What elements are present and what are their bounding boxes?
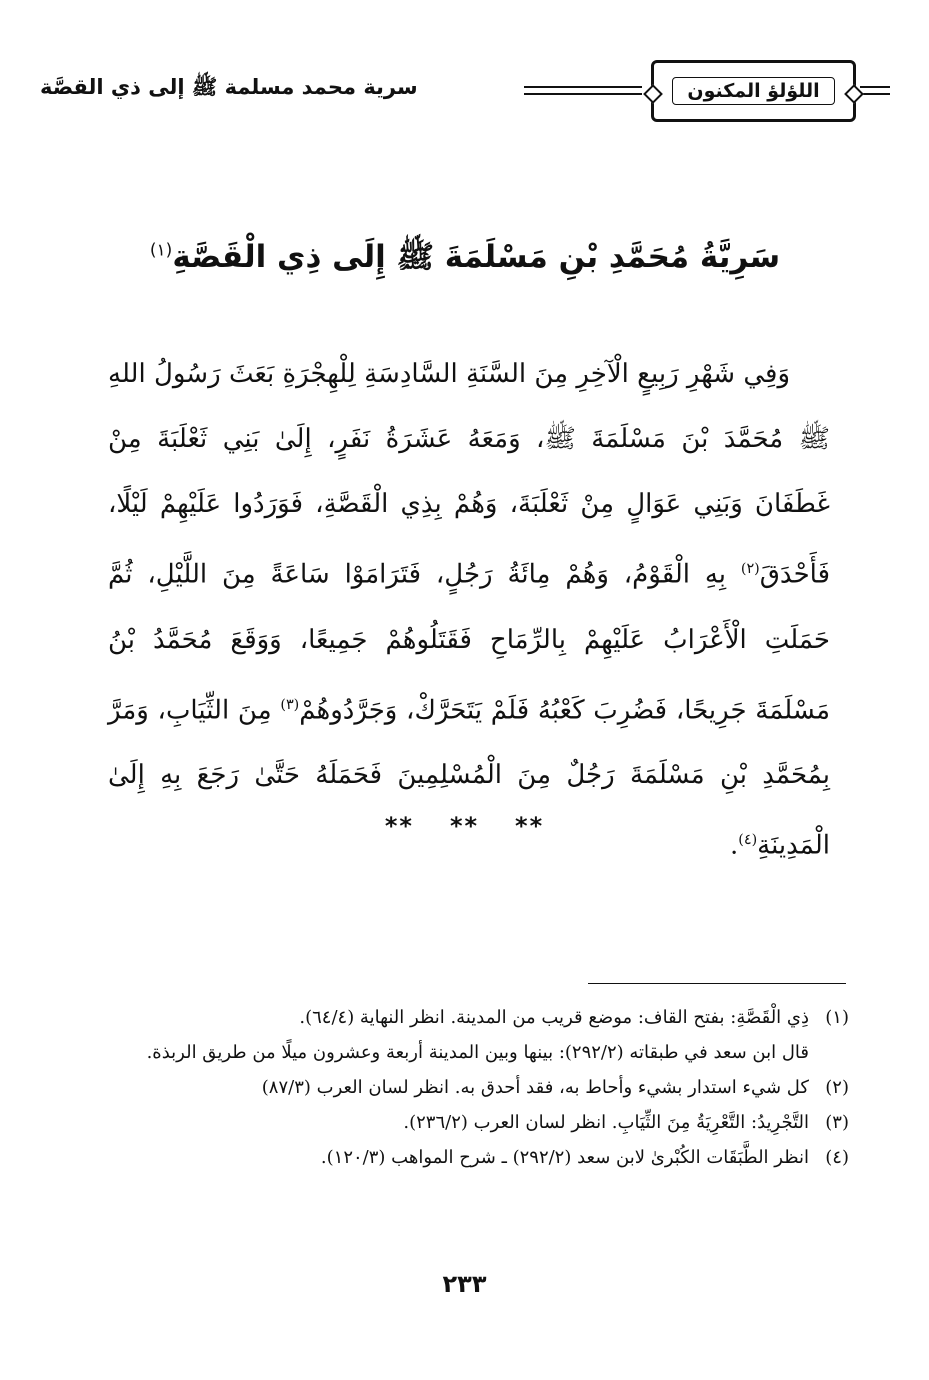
body-end: . bbox=[730, 830, 739, 861]
footnote-number: (٣) bbox=[825, 1112, 849, 1133]
footnote-number: (٤) bbox=[825, 1147, 849, 1168]
footnote-line: ذِي الْقَصَّةِ: بفتح القاف: موضع قريب من المدينة. انظر النهاية (٦٤/٤). bbox=[299, 1007, 809, 1028]
footnote-number: (١) bbox=[825, 1007, 849, 1028]
asterisks-icon: ** bbox=[384, 812, 414, 840]
footnote-text bbox=[104, 1070, 809, 1105]
footnote-ref-4: (٤) bbox=[738, 832, 758, 849]
footnote bbox=[104, 1105, 849, 1140]
page-number: ٢٣٣ bbox=[442, 1270, 487, 1298]
book-title-emblem bbox=[651, 60, 856, 122]
footnote bbox=[104, 1140, 849, 1175]
asterisks-icon: ** bbox=[515, 812, 545, 840]
footnote-number: (٢) bbox=[825, 1077, 849, 1098]
footnote-line: التَّجْرِيدُ: التَّعْرِيَةُ مِنَ الثِّيَابِ. انظر لسان العرب (٢٣٦/٢). bbox=[403, 1112, 809, 1133]
book-title: اللؤلؤ المكنون bbox=[672, 77, 834, 105]
asterisks-icon: ** bbox=[449, 812, 480, 840]
footnote-text bbox=[104, 1140, 809, 1175]
body-part-2: بِهِ الْقَوْمُ، وَهُمْ مِائَةُ رَجُلٍ، فَتَرَامَوْا سَاعَةً مِنَ اللَّيْلِ، ثُمَّ حَمَلَتِ الْأَعْرَابُ عَلَيْهِمْ بِالرِّمَاحِ فَقَتَلُوهُمْ جَمِيعًا، وَوَقَعَ مُحَمَّدُ بْنُ مَسْلَمَةَ جَرِيحًا، فَضُرِبَ كَعْبُهُ فَلَمْ يَتَحَرَّكْ، وَجَرَّدُوهُمْ bbox=[108, 559, 830, 726]
paragraph bbox=[108, 342, 830, 879]
running-title: سرية محمد مسلمة ﷺ إلى ذي القصَّة bbox=[40, 75, 418, 99]
footnote-ref-2: (٢) bbox=[740, 561, 760, 577]
footnote-ref-1: (١) bbox=[149, 240, 173, 261]
body-text bbox=[108, 342, 830, 879]
header-rule-right bbox=[860, 86, 890, 95]
footnote bbox=[104, 1000, 849, 1070]
chapter-title bbox=[60, 238, 870, 283]
running-header bbox=[40, 58, 890, 128]
footnote-line: قال ابن سعد في طبقاته (٢٩٢/٢): بينها وبين المدينة أربعة وعشرون ميلًا من طريق الربذة. bbox=[146, 1042, 809, 1063]
body-part-1: وَفِي شَهْرِ رَبِيعٍ الْآخِرِ مِنَ السَّنَةِ السَّادِسَةِ لِلْهِجْرَةِ بَعَثَ رَسُولُ اللهِ ﷺ مُحَمَّدَ بْنَ مَسْلَمَةَ ﷺ، وَمَعَهُ عَشَرَةُ نَفَرٍ، إِلَىٰ بَنِي ثَعْلَبَةَ مِنْ غَطَفَانَ وَبَنِي عَوَالٍ مِنْ ثَعْلَبَةَ، وَهُمْ بِذِي الْقَصَّةِ، فَوَرَدُوا عَلَيْهِمْ لَيْلًا، فَأَحْدَقَ bbox=[108, 359, 830, 590]
chapter-title-text: سَرِيَّةُ مُحَمَّدِ بْنِ مَسْلَمَةَ ﷺ إِلَى ذِي الْقَصَّةِ bbox=[172, 239, 781, 275]
header-rule-middle bbox=[524, 86, 642, 95]
footnotes bbox=[104, 1000, 849, 1175]
footnote-divider bbox=[588, 983, 846, 984]
footnote-text bbox=[104, 1000, 809, 1070]
body-part-3: مِنَ الثِّيَابِ، وَمَرَّ بِمُحَمَّدِ بْنِ مَسْلَمَةَ رَجُلٌ مِنَ الْمُسْلِمِينَ فَحَمَلَهُ حَتَّىٰ رَجَعَ بِهِ إِلَىٰ الْمَدِينَةِ bbox=[108, 695, 830, 861]
footnote-line: كل شيء استدار بشيء وأحاط به، فقد أحدق به. انظر لسان العرب (٨٧/٣) bbox=[261, 1077, 809, 1098]
footnote-line: انظر الطَّبَقَات الكُبْرىٰ لابن سعد (٢٩٢/٢) ـ شرح المواهب (١٢٠/٣). bbox=[320, 1147, 809, 1168]
footnote-text bbox=[104, 1105, 809, 1140]
footnote-ref-3: (٣) bbox=[280, 696, 300, 713]
section-separator bbox=[0, 812, 929, 840]
footnote bbox=[104, 1070, 849, 1105]
